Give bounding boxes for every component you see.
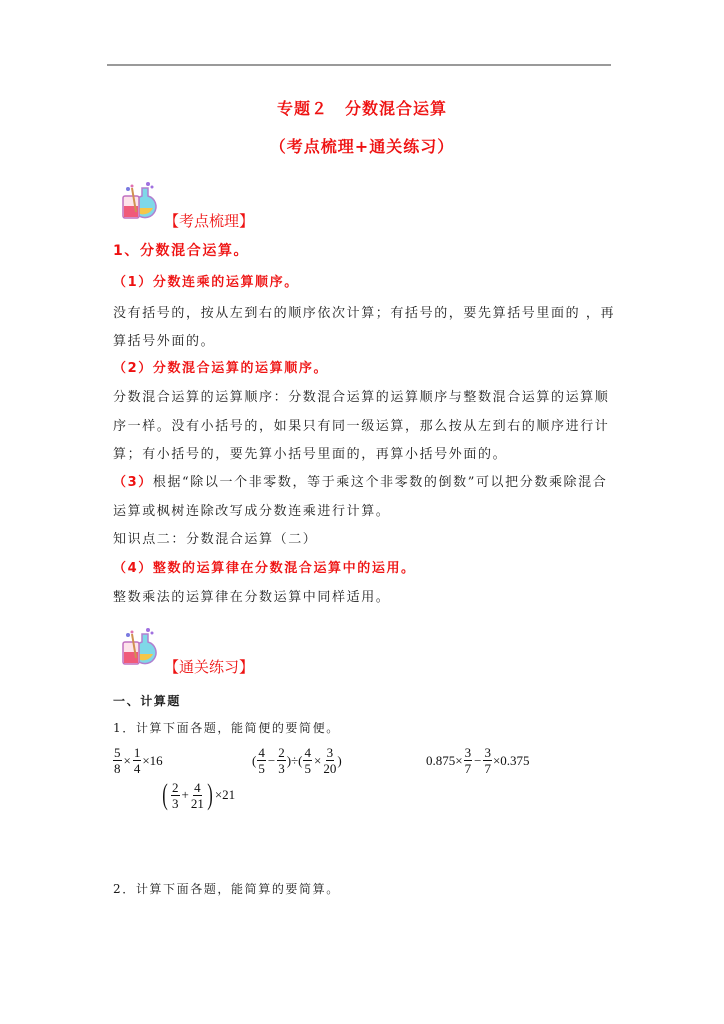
point-1-3-text [113,471,607,490]
expression-1: $\frac{5}{8}$ × $\frac{1}{4}$ ×16 [114,745,163,776]
expression-4: ( $\frac{2}{3}$ + $\frac{4}{21}$ ) ×21 [162,778,236,811]
body-text: 整数乘法的运算律在分数运算中同样适用。 [113,590,391,605]
page-title: 专题２ 分数混合运算 [276,99,447,118]
body-text: 运算或枫树连除改写成分数连乘进行计算。 [113,504,391,519]
fraction: $\frac{3}{20}$ [323,745,337,776]
body-text: 分数混合运算的运算顺序：分数混合运算的运算顺序与整数混合运算的运算顺 [113,390,610,405]
fraction: $\frac{1}{4}$ [133,745,141,776]
knowledge-point-two: 知识点二：分数混合运算（二） [113,532,318,547]
fraction: $\frac{4}{5}$ [304,745,311,776]
question-2: 2．计算下面各题，能简算的要简算。 [113,882,340,896]
fraction: $\frac{4}{5}$ [258,745,265,776]
part-title: 一、计算题 [113,694,182,708]
section-heading-practice: 【通关练习】 [164,658,255,676]
point-1-3-label: （3） [113,475,153,490]
section-heading-knowledge: 【考点梳理】 [164,212,255,230]
fraction: $\frac{5}{8}$ [114,745,121,776]
fraction: $\frac{2}{3}$ [278,745,285,776]
science-flask-icon [118,180,160,222]
science-flask-icon [118,626,160,668]
page-subtitle: （考点梳理+通关练习） [269,137,455,156]
body-text: 序一样。没有小括号的，如果只有同一级运算，那么按从左到右的顺序进行计 [113,419,610,434]
body-text: 没有括号的，按从左到右的顺序依次计算；有括号的，要先算括号里面的 ，再 [113,306,616,321]
body-text: 算；有小括号的，要先算小括号里面的，再算小括号外面的。 [113,447,508,462]
fraction: $\frac{3}{7}$ [484,745,491,776]
header-rule [107,64,611,66]
point-1-2-heading: （2）分数混合运算的运算顺序。 [113,361,329,376]
point-1-3-body: 根据“除以一个非零数，等于乘这个非零数的倒数”可以把分数乘除混合 [152,475,608,490]
expression-3: 0.875× $\frac{3}{7}$ − $\frac{3}{7}$ ×0.375 [426,745,530,776]
point-1-1-heading: （1）分数连乘的运算顺序。 [113,275,299,290]
point-1-heading: 1、分数混合运算。 [113,243,250,259]
expression-2: ( $\frac{4}{5}$ − $\frac{2}{3}$ )÷( $\frac{4}{5}$ × $\frac{3}{20}$ ) [252,745,342,776]
body-text: 算括号外面的。 [113,334,216,349]
fraction: $\frac{3}{7}$ [464,745,472,776]
fraction: $\frac{4}{21}$ [190,779,204,811]
fraction: $\frac{2}{3}$ [172,779,179,811]
question-1: 1．计算下面各题，能简便的要简便。 [113,721,340,735]
point-1-4-heading: （4）整数的运算律在分数混合运算中的运用。 [113,561,416,576]
